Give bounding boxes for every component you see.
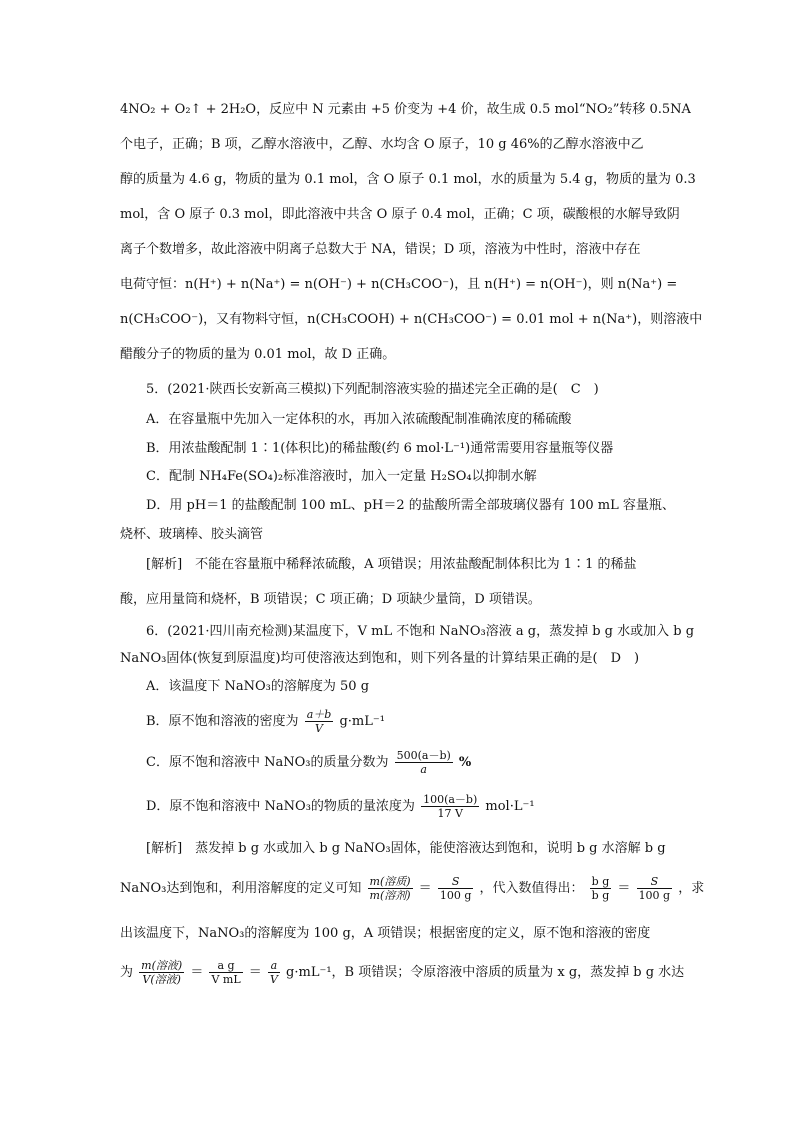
an4-fraction-1	[139, 959, 184, 986]
solution-line-6: 电荷守恒：n(H⁺) + n(Na⁺) = n(OH⁻) + n(CH₃COO⁻)，且 n(H⁺) = n(OH⁻)，则 n(Na⁺) =	[120, 277, 678, 292]
fraction-denominator: V	[315, 722, 323, 735]
q6-analysis-line3: 出该温度下，NaNO₃的溶解度为 100 g，A 项错误；根据密度的定义，原不饱和溶液的密度	[120, 926, 651, 941]
an4-fraction-3	[268, 959, 280, 986]
q6-d-fraction	[421, 793, 479, 820]
q6-d-unit: mol·L⁻¹	[485, 799, 535, 814]
q6-analysis-line4	[120, 955, 684, 991]
fraction-numerator: 500(a－b)	[396, 749, 451, 762]
fraction-denominator: a	[420, 763, 427, 776]
fraction-denominator: 100 g	[439, 889, 472, 902]
q5-stem: 5．(2021·陕西长安新高三模拟)下列配制溶液实验的描述完全正确的是( C )	[146, 382, 599, 397]
q6-option-a: A．该温度下 NaNO₃的溶解度为 50 g	[146, 679, 370, 694]
solution-line-7: n(CH₃COO⁻)，又有物料守恒，n(CH₃COOH) + n(CH₃COO⁻) = 0.01 mol + n(Na⁺)，则溶液中	[120, 312, 703, 327]
solution-line-1: 4NO₂ + O₂↑ + 2H₂O，反应中 N 元素由 +5 价变为 +4 价，故生成 0.5 mol“NO₂”转移 0.5NA	[120, 102, 691, 117]
fraction-numerator: a g	[209, 959, 242, 973]
q6-b-unit: g·mL⁻¹	[339, 714, 385, 729]
an4-fraction-2	[209, 959, 242, 986]
q6-option-c	[146, 747, 471, 779]
fraction-numerator: S	[438, 875, 474, 889]
q5-option-b: B．用浓盐酸配制 1∶1(体积比)的稀盐酸(约 6 mol·L⁻¹)通常需要用容量瓶等仪器	[146, 441, 614, 456]
q6-c-unit: %	[458, 755, 472, 770]
an2-equals: ＝	[418, 881, 432, 896]
an4-prefix: 为	[120, 965, 134, 980]
fraction-numerator: a＋b	[306, 708, 332, 721]
fraction-numerator: 100(a－b)	[423, 793, 478, 806]
q5-option-a: A．在容量瓶中先加入一定体积的水，再加入浓硫酸配制准确浓度的稀硫酸	[146, 412, 572, 427]
an2-suffix: ，求	[678, 881, 705, 896]
fraction-denominator: V	[269, 973, 278, 986]
fraction-denominator: m(溶剂)	[369, 889, 411, 902]
an2-fraction-1	[368, 875, 413, 902]
q5-option-d-line1: D．用 pH＝1 的盐酸配制 100 mL、pH＝2 的盐酸所需全部玻璃仪器有 100 mL 容量瓶、	[146, 498, 675, 513]
fraction-denominator: 17 V	[437, 807, 463, 820]
fraction-denominator: b g	[591, 889, 610, 902]
q6-option-d	[146, 791, 535, 823]
q6-analysis-line2	[120, 872, 704, 906]
fraction-numerator: m(溶液)	[141, 959, 183, 972]
an2-prefix: NaNO₃达到饱和，利用溶解度的定义可知	[120, 881, 362, 896]
fraction-denominator: 100 g	[638, 889, 671, 902]
fraction-numerator: a	[268, 959, 280, 973]
an4-suffix: g·mL⁻¹，B 项错误；令原溶液中溶质的质量为 x g，蒸发掉 b g 水达	[286, 965, 685, 980]
solution-line-3: 醇的质量为 4.6 g，物质的量为 0.1 mol，含 O 原子 0.1 mol，水的质量为 5.4 g，物质的量为 0.3	[120, 172, 696, 187]
q6-b-fraction	[305, 708, 334, 735]
fraction-denominator: V(溶液)	[142, 973, 181, 986]
solution-line-4: mol，含 O 原子 0.3 mol，即此溶液中共含 O 原子 0.4 mol，正确；C 项，碳酸根的水解导致阴	[120, 207, 680, 222]
an2-equals-2: ＝	[617, 881, 631, 896]
q6-option-b	[146, 707, 385, 737]
q6-c-prefix: C．原不饱和溶液中 NaNO₃的质量分数为	[146, 755, 389, 770]
q5-analysis-line1: [解析] 不能在容量瓶中稀释浓硫酸，A 项错误；用浓盐酸配制体积比为 1∶1 的稀盐	[146, 557, 637, 572]
an2-fraction-2	[438, 875, 474, 902]
fraction-numerator: m(溶质)	[369, 875, 411, 888]
solution-line-2: 个电子，正确；B 项，乙醇水溶液中，乙醇、水均含 O 原子，10 g 46%的乙醇水溶液中乙	[120, 137, 644, 152]
solution-line-5: 离子个数增多，故此溶液中阴离子总数大于 NA，错误；D 项，溶液为中性时，溶液中存在	[120, 242, 641, 257]
q6-stem-line1: 6．(2021·四川南充检测)某温度下，V mL 不饱和 NaNO₃溶液 a g，蒸发掉 b g 水或加入 b g	[146, 624, 695, 639]
fraction-denominator: V mL	[211, 973, 241, 986]
fraction-numerator: b g	[591, 875, 610, 888]
q5-option-d-line2: 烧杯、玻璃棒、胶头滴管	[120, 527, 264, 542]
an2-middle: ，代入数值得出：	[479, 881, 584, 896]
q5-option-c: C．配制 NH₄Fe(SO₄)₂标准溶液时，加入一定量 H₂SO₄以抑制水解	[146, 469, 537, 484]
q6-c-fraction	[395, 749, 453, 776]
an2-fraction-3	[590, 875, 612, 902]
fraction-numerator: S	[637, 875, 673, 889]
an4-equals-2: ＝	[248, 965, 262, 980]
q6-stem-line2: NaNO₃固体(恢复到原温度)均可使溶液达到饱和，则下列各量的计算结果正确的是( D )	[120, 651, 640, 666]
solution-line-8: 醋酸分子的物质的量为 0.01 mol，故 D 正确。	[120, 347, 396, 362]
q6-b-prefix: B．原不饱和溶液的密度为	[146, 714, 299, 729]
q6-analysis-line1: [解析] 蒸发掉 b g 水或加入 b g NaNO₃固体，能使溶液达到饱和，说明 b g 水溶解 b g	[146, 841, 666, 856]
an4-equals: ＝	[190, 965, 204, 980]
q5-analysis-line2: 酸，应用量筒和烧杯，B 项错误；C 项正确；D 项缺少量筒，D 项错误。	[120, 592, 541, 607]
an2-fraction-4	[637, 875, 673, 902]
q6-d-prefix: D．原不饱和溶液中 NaNO₃的物质的量浓度为	[146, 799, 415, 814]
